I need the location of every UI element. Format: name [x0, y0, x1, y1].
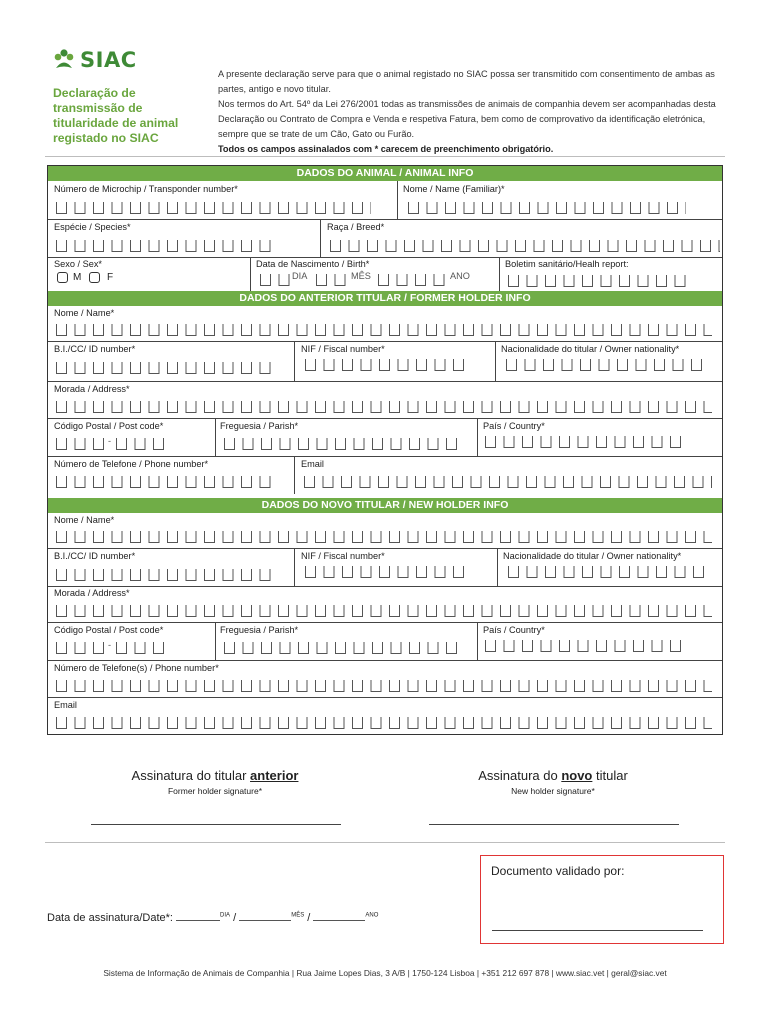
postal-dash: -	[108, 436, 112, 446]
birth-month-hint: MÊS	[351, 271, 371, 281]
date-day-field[interactable]	[176, 920, 220, 921]
new-name-label: Nome / Name*	[54, 515, 115, 525]
new-name-input[interactable]	[56, 531, 712, 543]
new-country-label: País / Country*	[483, 625, 545, 635]
health-report-input[interactable]	[508, 275, 690, 287]
former-parish-input[interactable]	[224, 438, 464, 450]
divider	[48, 548, 722, 549]
new-signature-line[interactable]	[429, 824, 679, 825]
breed-label: Raça / Breed*	[327, 222, 385, 232]
divider	[48, 660, 722, 661]
new-country-input[interactable]	[485, 640, 685, 652]
former-country-label: País / Country*	[483, 421, 545, 431]
sex-f-label: F	[107, 272, 114, 283]
former-parish-label: Freguesia / Parish*	[220, 421, 299, 431]
sex-m-checkbox[interactable]	[57, 272, 68, 283]
new-signature-prefix: Assinatura do	[478, 768, 562, 783]
signature-date: Data de assinatura/Date*: $^{DIA}$ / $^{MÊS}$ / $^{ANO}$	[47, 912, 379, 924]
date-year-field[interactable]	[313, 920, 365, 921]
new-nationality-input[interactable]	[508, 566, 708, 578]
former-nationality-input[interactable]	[506, 359, 706, 371]
divider	[294, 456, 295, 494]
former-phone-label: Número de Telefone / Phone number*	[54, 459, 209, 469]
new-address-label: Morada / Address*	[54, 588, 130, 598]
divider	[48, 456, 722, 457]
birth-label: Data de Nascimento / Birth*	[256, 259, 370, 269]
new-postal-label: Código Postal / Post code*	[54, 625, 164, 635]
divider	[215, 418, 216, 456]
sex-f-checkbox[interactable]	[89, 272, 100, 283]
new-nationality-label: Nacionalidade do titular / Owner nationality*	[503, 551, 682, 561]
divider	[477, 622, 478, 660]
divider	[499, 257, 500, 291]
new-nif-label: NIF / Fiscal number*	[301, 551, 385, 561]
animal-section-header: DADOS DO ANIMAL / ANIMAL INFO	[48, 166, 722, 181]
former-nif-input[interactable]	[305, 359, 471, 371]
species-label: Espécie / Species*	[54, 222, 131, 232]
paw-leaf-icon	[52, 48, 76, 72]
new-signature-suffix: titular	[592, 768, 628, 783]
breed-input[interactable]	[330, 240, 720, 252]
document-title: Declaração de transmissão de titularidade de animal registado no SIAC	[53, 86, 179, 145]
postal-dash: -	[108, 640, 112, 650]
microchip-input[interactable]	[56, 202, 371, 214]
new-postal-input-b[interactable]	[116, 642, 171, 654]
new-signature-title	[428, 768, 678, 783]
transfer-form	[47, 165, 723, 735]
divider	[48, 586, 722, 587]
intro-paragraph-1: A presente declaração serve para que o animal registado no SIAC possa ser transmitido com consentimento de ambas as partes, antigo e novo titular.	[218, 69, 715, 94]
former-name-input[interactable]	[56, 324, 712, 336]
former-country-input[interactable]	[485, 436, 685, 448]
former-address-label: Morada / Address*	[54, 384, 130, 394]
health-report-label: Boletim sanitário/Healh report:	[505, 259, 629, 269]
divider	[48, 381, 722, 382]
birth-day-input[interactable]	[260, 274, 290, 286]
former-section-header: DADOS DO ANTERIOR TITULAR / FORMER HOLDER INFO	[48, 291, 722, 306]
divider	[250, 257, 251, 291]
former-address-input[interactable]	[56, 401, 712, 413]
birth-year-hint: ANO	[450, 271, 470, 281]
birth-year-input[interactable]	[378, 274, 448, 286]
former-signature-title	[90, 768, 340, 783]
divider	[48, 257, 722, 258]
former-signature-emphasis: anterior	[250, 768, 299, 783]
header-divider	[45, 156, 725, 157]
divider	[495, 341, 496, 381]
birth-month-input[interactable]	[316, 274, 346, 286]
divider	[48, 418, 722, 419]
intro-paragraph-2: Nos termos do Art. 54º da Lei 276/2001 todas as transmissões de animais de companhia devem ser acompanhadas desta Declaração ou Contrato de Compra e Venda e respetiva Fatura, bem como de comprovativo da identificação eletrónica, sempre que se trate de um Cão, Gato ou Furão.	[218, 99, 716, 139]
divider	[48, 219, 722, 220]
divider	[320, 219, 321, 257]
former-phone-input[interactable]	[56, 476, 276, 488]
former-signature-line[interactable]	[91, 824, 341, 825]
intro-text	[218, 67, 728, 157]
signature-divider	[45, 842, 725, 843]
new-phone-label: Número de Telefone(s) / Phone number*	[54, 663, 219, 673]
former-postal-input-b[interactable]	[116, 438, 171, 450]
divider	[215, 622, 216, 660]
new-signature-subtitle: New holder signature*	[511, 786, 595, 796]
date-label: Data de assinatura/Date*:	[47, 912, 173, 924]
birth-day-hint: DIA	[292, 271, 308, 281]
former-nationality-label: Nacionalidade do titular / Owner nationality*	[501, 344, 680, 354]
validation-box	[480, 855, 724, 944]
new-signature-emphasis: novo	[561, 768, 593, 783]
required-note: Todos os campos assinalados com * carecem de preenchimento obrigatório.	[218, 144, 554, 154]
former-postal-input-a[interactable]	[56, 438, 104, 450]
date-month-hint: MÊS	[291, 912, 305, 919]
divider	[48, 341, 722, 342]
former-email-input[interactable]	[304, 476, 712, 488]
microchip-label: Número de Microchip / Transponder number*	[54, 184, 238, 194]
date-month-field[interactable]	[239, 920, 291, 921]
divider	[397, 181, 398, 219]
species-input[interactable]	[56, 240, 276, 252]
new-section-header: DADOS DO NOVO TITULAR / NEW HOLDER INFO	[48, 498, 722, 513]
former-name-label: Nome / Name*	[54, 308, 115, 318]
validation-signature-line[interactable]	[492, 930, 703, 931]
former-id-input[interactable]	[56, 362, 276, 374]
divider	[477, 418, 478, 456]
new-id-input[interactable]	[56, 569, 276, 581]
divider	[497, 548, 498, 586]
former-id-label: B.I./CC/ ID number*	[54, 344, 136, 354]
new-postal-input-a[interactable]	[56, 642, 104, 654]
sex-m-label: M	[73, 272, 82, 283]
former-email-label: Email	[301, 459, 324, 469]
former-signature-subtitle: Former holder signature*	[167, 786, 262, 796]
new-address-input[interactable]	[56, 605, 712, 617]
sex-label: Sexo / Sex*	[54, 259, 103, 269]
validation-label: Documento validado por:	[491, 864, 625, 878]
divider	[294, 341, 295, 381]
new-phone-input[interactable]	[56, 680, 712, 692]
former-signature-prefix: Assinatura do titular	[131, 768, 251, 783]
siac-logo	[52, 48, 137, 72]
former-nif-label: NIF / Fiscal number*	[301, 344, 385, 354]
divider	[48, 697, 722, 698]
divider	[48, 622, 722, 623]
animal-name-label: Nome / Name (Familiar)*	[403, 184, 505, 194]
footer-contact: Sistema de Informação de Animais de Companhia | Rua Jaime Lopes Dias, 3 A/B | 1750-124 Lisboa | +351 212 697 878 | www.siac.vet | geral@siac.vet	[103, 968, 667, 978]
new-parish-input[interactable]	[224, 642, 464, 654]
former-postal-label: Código Postal / Post code*	[54, 421, 164, 431]
brand-name: SIAC	[80, 48, 137, 72]
new-nif-input[interactable]	[305, 566, 471, 578]
new-parish-label: Freguesia / Parish*	[220, 625, 299, 635]
animal-name-input[interactable]	[408, 202, 686, 214]
date-year-hint: ANO	[365, 912, 379, 919]
new-email-label: Email	[54, 700, 77, 710]
date-day-hint: DIA	[220, 912, 231, 919]
new-id-label: B.I./CC/ ID number*	[54, 551, 136, 561]
divider	[294, 548, 295, 586]
new-email-input[interactable]	[56, 717, 712, 729]
